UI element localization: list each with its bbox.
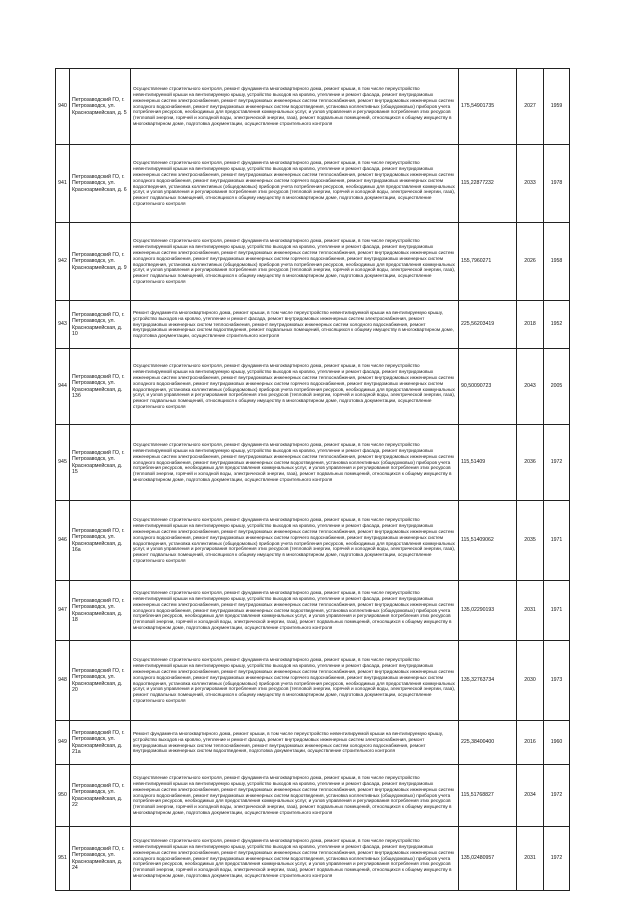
table-row (56, 641, 570, 721)
built-year-cell: 1978 (544, 145, 570, 223)
cost-cell: 90,50090723 (459, 349, 517, 425)
works-cell: Ремонт фундамента многоквартирного дома, ремонт крыши, в том числе переустройство невентилируемой крыши на вентилируемую крышу, устройство выходов на кровлю, утепление и ремонт фасада, ремонт внутридомовых инженерных систем электроснабжения, ремонт внутридомовых инженерных систем теплоснабжения, ремонт внутридомовых инженерных систем холодного водоснабжения, ремонт внутридомовых инженерных систем водоотведения, ремонт подвальных помещений, относящихся к общему имуществу в многоквартирном доме, подготовка документации, осуществление строительного контроля (131, 301, 459, 349)
cost-cell: 115,51409 (459, 425, 517, 501)
year-cell: 2033 (517, 145, 544, 223)
row-number: 943 (56, 301, 70, 349)
row-number: 949 (56, 721, 70, 765)
year-cell: 2016 (517, 721, 544, 765)
row-number: 948 (56, 641, 70, 721)
built-year-cell: 1972 (544, 425, 570, 501)
built-year-cell: 1973 (544, 641, 570, 721)
works-cell: Осуществление строительного контроля, ремонт фундамента многоквартирного дома, ремонт крыши, в том числе переустройство невентилируемой крыши на вентилируемую крышу, устройство выходов на кровлю, утепление и ремонт фасада, ремонт внутридомовых инженерных систем электроснабжения, ремонт внутридомовых инженерных систем теплоснабжения, ремонт внутридомовых инженерных систем холодного водоснабжения, ремонт внутридомовых инженерных систем водоотведения, установка коллективных (общедомовых) приборов учета потребления ресурсов, необходимых для предоставления коммунальных услуг, и узлов управления и регулирования потребления этих ресурсов (тепловой энергии, горячей и холодной воды, электрической энергии, газа), ремонт подвальных помещений, относящихся к общему имуществу в многоквартирном доме, подготовка документации, осуществление строительного контроля (131, 581, 459, 641)
capital-repair-table (55, 68, 570, 891)
table-row (56, 827, 570, 891)
year-cell: 2027 (517, 69, 544, 145)
table-row (56, 721, 570, 765)
cost-cell: 175,54901735 (459, 69, 517, 145)
built-year-cell: 1972 (544, 765, 570, 827)
year-cell: 2018 (517, 301, 544, 349)
year-cell: 2034 (517, 765, 544, 827)
year-cell: 2036 (517, 425, 544, 501)
year-cell: 2030 (517, 641, 544, 721)
cost-cell: 115,51768827 (459, 765, 517, 827)
address-cell: Петрозаводский ГО, г. Петрозаводск, ул. Красноармейская, д. 16а (70, 501, 131, 581)
built-year-cell: 1971 (544, 581, 570, 641)
table-row (56, 765, 570, 827)
cost-cell: 155,7960271 (459, 223, 517, 301)
cost-cell: 225,38400400 (459, 721, 517, 765)
cost-cell: 135,02290193 (459, 581, 517, 641)
row-number: 940 (56, 69, 70, 145)
table-row (56, 349, 570, 425)
table-row (56, 145, 570, 223)
works-cell: Осуществление строительного контроля, ремонт фундамента многоквартирного дома, ремонт крыши, в том числе переустройство невентилируемой крыши на вентилируемую крышу, устройство выходов на кровлю, утепление и ремонт фасада, ремонт внутридомовых инженерных систем электроснабжения, ремонт внутридомовых инженерных систем теплоснабжения, ремонт внутридомовых инженерных систем холодного водоснабжения, ремонт внутридомовых инженерных систем водоотведения, установка коллективных (общедомовых) приборов учета потребления ресурсов, необходимых для предоставления коммунальных услуг, и узлов управления и регулирования потребления этих ресурсов (тепловой энергии, горячей и холодной воды, электрической энергии, газа), ремонт подвальных помещений, относящихся к общему имуществу в многоквартирном доме, подготовка документации, осуществление строительного контроля (131, 765, 459, 827)
cost-cell: 135,02480957 (459, 827, 517, 891)
table-row (56, 223, 570, 301)
cost-cell: 115,22877232 (459, 145, 517, 223)
address-cell: Петрозаводский ГО, г. Петрозаводск, ул. Красноармейская, д. 20 (70, 641, 131, 721)
year-cell: 2031 (517, 581, 544, 641)
year-cell: 2043 (517, 349, 544, 425)
address-cell: Петрозаводский ГО, г. Петрозаводск, ул. Красноармейская, д. 22 (70, 765, 131, 827)
address-cell: Петрозаводский ГО, г. Петрозаводск, ул. Красноармейская, д. 10 (70, 301, 131, 349)
works-cell: Осуществление строительного контроля, ремонт фундамента многоквартирного дома, ремонт крыши, в том числе переустройство невентилируемой крыши на вентилируемую крышу, устройство выходов на кровлю, утепление и ремонт фасада, ремонт внутридомовых инженерных систем электроснабжения, ремонт внутридомовых инженерных систем теплоснабжения, ремонт внутридомовых инженерных систем холодного водоснабжения, ремонт внутридомовых инженерных систем горячего водоснабжения, ремонт внутридомовых инженерных систем водоотведения, установка коллективных (общедомовых) приборов учета потребления ресурсов, необходимых для предоставления коммунальных услуг, и узлов управления и регулирования потребления этих ресурсов (тепловой энергии, горячей и холодной воды, электрической энергии, газа), ремонт подвальных помещений, относящихся к общему имуществу в многоквартирном доме, подготовка документации, осуществление строительного контроля (131, 145, 459, 223)
address-cell: Петрозаводский ГО, г. Петрозаводск, ул. Красноармейская, д. 13б (70, 349, 131, 425)
row-number: 945 (56, 425, 70, 501)
year-cell: 2035 (517, 501, 544, 581)
row-number: 950 (56, 765, 70, 827)
row-number: 946 (56, 501, 70, 581)
address-cell: Петрозаводский ГО, г. Петрозаводск, ул. Красноармейская, д. 21а (70, 721, 131, 765)
works-cell: Осуществление строительного контроля, ремонт фундамента многоквартирного дома, ремонт крыши, в том числе переустройство невентилируемой крыши на вентилируемую крышу, устройство выходов на кровлю, утепление и ремонт фасада, ремонт внутридомовых инженерных систем электроснабжения, ремонт внутридомовых инженерных систем теплоснабжения, ремонт внутридомовых инженерных систем холодного водоснабжения, ремонт внутридомовых инженерных систем водоотведения, установка коллективных (общедомовых) приборов учета потребления ресурсов, необходимых для предоставления коммунальных услуг, и узлов управления и регулирования потребления этих ресурсов (тепловой энергии, горячей и холодной воды, электрической энергии, газа), ремонт подвальных помещений, относящихся к общему имуществу в многоквартирном доме, подготовка документации, осуществление строительного контроля (131, 425, 459, 501)
table-row (56, 581, 570, 641)
year-cell: 2026 (517, 223, 544, 301)
row-number: 942 (56, 223, 70, 301)
built-year-cell: 1959 (544, 69, 570, 145)
row-number: 941 (56, 145, 70, 223)
table-row (56, 425, 570, 501)
built-year-cell: 1971 (544, 501, 570, 581)
year-cell: 2031 (517, 827, 544, 891)
address-cell: Петрозаводский ГО, г. Петрозаводск, ул. Красноармейская, д. 18 (70, 581, 131, 641)
address-cell: Петрозаводский ГО, г. Петрозаводск, ул. Красноармейская, д. 6 (70, 145, 131, 223)
works-cell: Осуществление строительного контроля, ремонт фундамента многоквартирного дома, ремонт крыши, в том числе переустройство невентилируемой крыши на вентилируемую крышу, устройство выходов на кровлю, утепление и ремонт фасада, ремонт внутридомовых инженерных систем электроснабжения, ремонт внутридомовых инженерных систем теплоснабжения, ремонт внутридомовых инженерных систем холодного водоснабжения, ремонт внутридомовых инженерных систем горячего водоснабжения, ремонт внутридомовых инженерных систем водоотведения, установка коллективных (общедомовых) приборов учета потребления ресурсов, необходимых для предоставления коммунальных услуг, и узлов управления и регулирования потребления этих ресурсов (тепловой энергии, горячей и холодной воды, электрической энергии, газа), ремонт подвальных помещений, относящихся к общему имуществу в многоквартирном доме, подготовка документации, осуществление строительного контроля (131, 641, 459, 721)
works-cell: Осуществление строительного контроля, ремонт фундамента многоквартирного дома, ремонт крыши, в том числе переустройство невентилируемой крыши на вентилируемую крышу, устройство выходов на кровлю, утепление и ремонт фасада, ремонт внутридомовых инженерных систем электроснабжения, ремонт внутридомовых инженерных систем теплоснабжения, ремонт внутридомовых инженерных систем холодного водоснабжения, ремонт внутридомовых инженерных систем горячего водоснабжения, ремонт внутридомовых инженерных систем водоотведения, установка коллективных (общедомовых) приборов учета потребления ресурсов, необходимых для предоставления коммунальных услуг, и узлов управления и регулирования потребления этих ресурсов (тепловой энергии, горячей и холодной воды, электрической энергии, газа), ремонт подвальных помещений, относящихся к общему имуществу в многоквартирном доме, подготовка документации, осуществление строительного контроля (131, 501, 459, 581)
table-row (56, 69, 570, 145)
built-year-cell: 2005 (544, 349, 570, 425)
address-cell: Петрозаводский ГО, г. Петрозаводск, ул. Красноармейская, д. 15 (70, 425, 131, 501)
address-cell: Петрозаводский ГО, г. Петрозаводск, ул. Красноармейская, д. 24 (70, 827, 131, 891)
cost-cell: 135,32763734 (459, 641, 517, 721)
table-body (56, 69, 570, 891)
row-number: 944 (56, 349, 70, 425)
address-cell: Петрозаводский ГО, г. Петрозаводск, ул. Красноармейская, д. 5 (70, 69, 131, 145)
works-cell: Ремонт фундамента многоквартирного дома, ремонт крыши, в том числе переустройство невентилируемой крыши на вентилируемую крышу, устройство выходов на кровлю, утепление и ремонт фасада, ремонт внутридомовых инженерных систем электроснабжения, ремонт внутридомовых инженерных систем теплоснабжения, ремонт внутридомовых инженерных систем холодного водоснабжения, ремонт внутридомовых инженерных систем водоотведения, подготовка документации, осуществление строительного контроля (131, 721, 459, 765)
built-year-cell: 1972 (544, 827, 570, 891)
table-row (56, 501, 570, 581)
built-year-cell: 1960 (544, 721, 570, 765)
cost-cell: 225,56203419 (459, 301, 517, 349)
address-cell: Петрозаводский ГО, г. Петрозаводск, ул. Красноармейская, д. 9 (70, 223, 131, 301)
works-cell: Осуществление строительного контроля, ремонт фундамента многоквартирного дома, ремонт крыши, в том числе переустройство невентилируемой крыши на вентилируемую крышу, устройство выходов на кровлю, утепление и ремонт фасада, ремонт внутридомовых инженерных систем электроснабжения, ремонт внутридомовых инженерных систем теплоснабжения, ремонт внутридомовых инженерных систем холодного водоснабжения, ремонт внутридомовых инженерных систем горячего водоснабжения, ремонт внутридомовых инженерных систем водоотведения, установка коллективных (общедомовых) приборов учета потребления ресурсов, необходимых для предоставления коммунальных услуг, и узлов управления и регулирования потребления этих ресурсов (тепловой энергии, горячей и холодной воды, электрической энергии, газа), ремонт подвальных помещений, относящихся к общему имуществу в многоквартирном доме, подготовка документации, осуществление строительного контроля (131, 349, 459, 425)
works-cell: Осуществление строительного контроля, ремонт фундамента многоквартирного дома, ремонт крыши, в том числе переустройство невентилируемой крыши на вентилируемую крышу, устройство выходов на кровлю, утепление и ремонт фасада, ремонт внутридомовых инженерных систем электроснабжения, ремонт внутридомовых инженерных систем теплоснабжения, ремонт внутридомовых инженерных систем холодного водоснабжения, ремонт внутридомовых инженерных систем водоотведения, установка коллективных (общедомовых) приборов учета потребления ресурсов, необходимых для предоставления коммунальных услуг, и узлов управления и регулирования потребления этих ресурсов (тепловой энергии, горячей и холодной воды, электрической энергии, газа), ремонт подвальных помещений, относящихся к общему имуществу в многоквартирном доме, подготовка документации, осуществление строительного контроля (131, 69, 459, 145)
cost-cell: 115,51409062 (459, 501, 517, 581)
works-cell: Осуществление строительного контроля, ремонт фундамента многоквартирного дома, ремонт крыши, в том числе переустройство невентилируемой крыши на вентилируемую крышу, устройство выходов на кровлю, утепление и ремонт фасада, ремонт внутридомовых инженерных систем электроснабжения, ремонт внутридомовых инженерных систем теплоснабжения, ремонт внутридомовых инженерных систем холодного водоснабжения, ремонт внутридомовых инженерных систем водоотведения, установка коллективных (общедомовых) приборов учета потребления ресурсов, необходимых для предоставления коммунальных услуг, и узлов управления и регулирования потребления этих ресурсов (тепловой энергии, горячей и холодной воды, электрической энергии, газа), ремонт подвальных помещений, относящихся к общему имуществу в многоквартирном доме, подготовка документации, осуществление строительного контроля (131, 827, 459, 891)
built-year-cell: 1958 (544, 223, 570, 301)
built-year-cell: 1952 (544, 301, 570, 349)
table-row (56, 301, 570, 349)
works-cell: Осуществление строительного контроля, ремонт фундамента многоквартирного дома, ремонт крыши, в том числе переустройство невентилируемой крыши на вентилируемую крышу, устройство выходов на кровлю, утепление и ремонт фасада, ремонт внутридомовых инженерных систем электроснабжения, ремонт внутридомовых инженерных систем теплоснабжения, ремонт внутридомовых инженерных систем холодного водоснабжения, ремонт внутридомовых инженерных систем горячего водоснабжения, ремонт внутридомовых инженерных систем водоотведения, установка коллективных (общедомовых) приборов учета потребления ресурсов, необходимых для предоставления коммунальных услуг, и узлов управления и регулирования потребления этих ресурсов (тепловой энергии, горячей и холодной воды, электрической энергии, газа), ремонт подвальных помещений, относящихся к общему имуществу в многоквартирном доме, подготовка документации, осуществление строительного контроля (131, 223, 459, 301)
document-page (55, 68, 569, 891)
row-number: 951 (56, 827, 70, 891)
row-number: 947 (56, 581, 70, 641)
